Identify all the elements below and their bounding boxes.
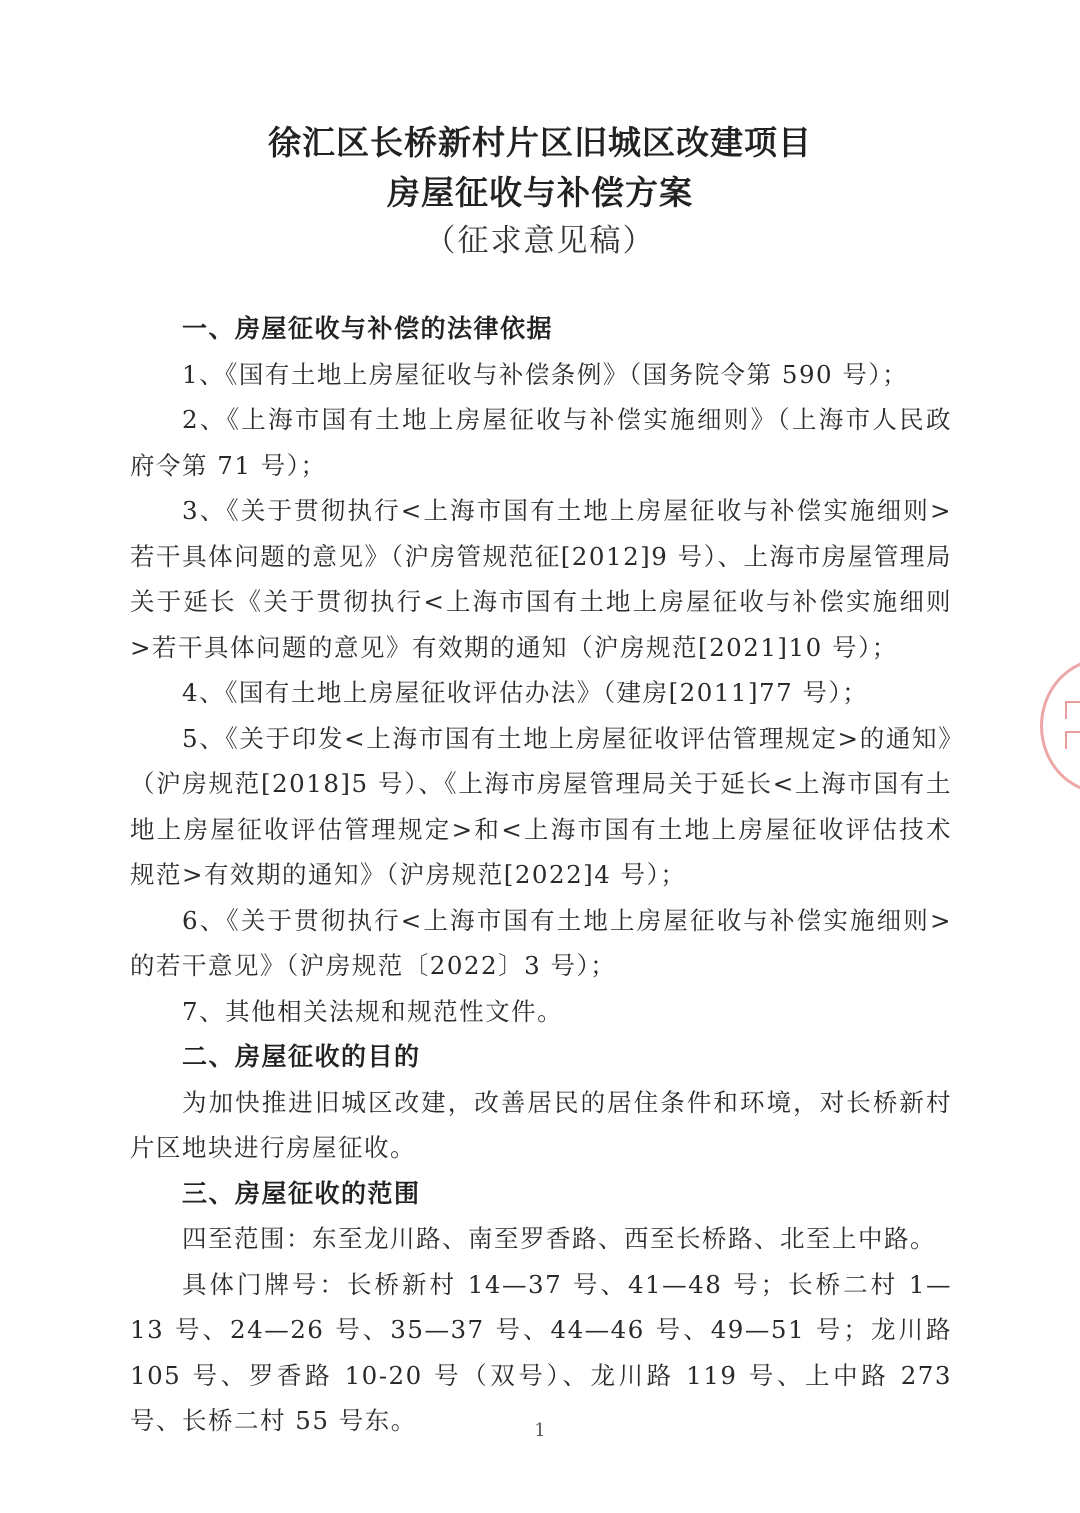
document-title-line-2: 房屋征收与补偿方案 xyxy=(387,173,693,212)
paragraph-item: 2、《上海市国有土地上房屋征收与补偿实施细则》（上海市人民政府令第 71 号）； xyxy=(130,405,952,480)
paragraph-item: 为加快推进旧城区改建，改善居民的居住条件和环境，对长桥新村片区地块进行房屋征收。 xyxy=(130,1087,952,1162)
section-heading-purpose: 二、房屋征收的目的 xyxy=(182,1042,421,1071)
document-subtitle: （征求意见稿） xyxy=(424,223,656,259)
section-heading-scope: 三、房屋征收的范围 xyxy=(182,1178,421,1208)
seal-glyph-mark xyxy=(1065,701,1080,719)
red-seal-stamp xyxy=(1040,658,1080,794)
page-number: 1 xyxy=(534,1420,546,1441)
paragraph-item: 3、《关于贯彻执行<上海市国有土地上房屋征收与补偿实施细则>若干具体问题的意见》（沪房管规范征[2012]9 号）、上海市房屋管理局关于延长《关于贯彻执行<上海市国有土地上房屋征收与补偿实施细则>若干具体问题的意见》有效期的通知（沪房规范[2021]10 号）； xyxy=(130,496,952,662)
paragraph-item: 四至范围：东至龙川路、南至罗香路、西至长桥路、北至上中路。 xyxy=(182,1224,936,1253)
title-block xyxy=(0,118,1080,264)
paragraph-item: 7、其他相关法规和规范性文件。 xyxy=(182,996,564,1026)
paragraph-item: 4、《国有土地上房屋征收评估办法》（建房[2011]77 号）； xyxy=(182,678,869,707)
document-body xyxy=(130,306,952,1444)
paragraph-item: 1、《国有土地上房屋征收与补偿条例》（国务院令第 590 号）； xyxy=(182,359,909,389)
section-heading-legal-basis: 一、房屋征收与补偿的法律依据 xyxy=(182,314,554,343)
paragraph-item: 6、《关于贯彻执行<上海市国有土地上房屋征收与补偿实施细则>的若干意见》（沪房规范〔2022〕3 号）； xyxy=(130,905,952,980)
document-title-line-1: 徐汇区长桥新村片区旧城区改建项目 xyxy=(268,123,812,162)
seal-glyph-mark xyxy=(1065,731,1080,749)
paragraph-item: 具体门牌号：长桥新村 14—37 号、41—48 号；长桥二村 1—13 号、24—26 号、35—37 号、44—46 号、49—51 号；龙川路 105 号、罗香路 10-20 号（双号）、龙川路 119 号、上中路 273 号、长桥二村 55 号东。 xyxy=(130,1269,952,1435)
paragraph-item: 5、《关于印发<上海市国有土地上房屋征收评估管理规定>的通知》（沪房规范[2018]5 号）、《上海市房屋管理局关于延长<上海市国有土地上房屋征收评估管理规定>和<上海市国有土地上房屋征收评估技术规范>有效期的通知》（沪房规范[2022]4 号）； xyxy=(130,723,952,889)
